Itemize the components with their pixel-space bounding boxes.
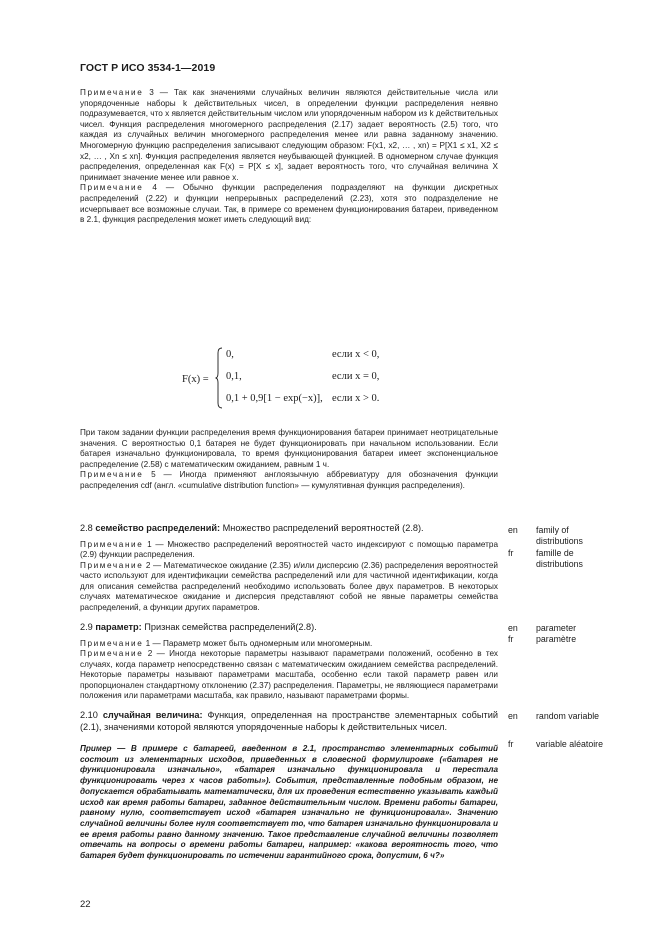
term-note	[80, 561, 498, 614]
term-name: параметр:	[95, 622, 142, 632]
note-5	[80, 470, 498, 491]
english-term: parameter	[536, 623, 577, 633]
note-label: Примечание	[80, 539, 144, 549]
term-note	[80, 540, 498, 561]
formula-lhs: F(x) =	[182, 374, 209, 385]
formula-case-cond: если x = 0,	[332, 371, 380, 382]
note-label: Примечание	[80, 470, 144, 480]
term-note	[80, 649, 498, 702]
lang-code-fr: fr	[508, 548, 514, 558]
note-4	[80, 183, 498, 225]
note-text: 4 — Обычно функции распределения подразделяют на функции дискретных распределений (2.22) и функции непрерывных распределений (2.23), хотя это подразделение не исчерпывает все возможные случаи. Так, в примере со временем функционирования батареи, приведенном в 2.1, функция распределения может иметь следующий вид:	[80, 183, 498, 225]
term-number: 2.10	[80, 710, 98, 720]
page-number: 22	[80, 899, 91, 910]
formula-case-expr: 0,	[226, 349, 234, 360]
note-label: Примечание	[80, 88, 144, 97]
term-name: семейство распределений:	[95, 523, 221, 533]
term-entry-2-8	[80, 523, 498, 614]
note-label: Примечание	[80, 638, 144, 648]
term-definition: Признак семейства распределений(2.8).	[141, 622, 317, 632]
note-label: Примечание	[80, 183, 144, 193]
french-term: paramètre	[536, 634, 577, 644]
term-entry-2-10	[80, 710, 498, 738]
english-term: random variable	[536, 711, 600, 721]
term-title	[80, 523, 498, 535]
note-label: Примечание	[80, 560, 144, 570]
standard-header: ГОСТ Р ИСО 3534-1—2019	[80, 62, 216, 74]
french-term: famille de distributions	[536, 548, 583, 570]
lang-code-en: en	[508, 711, 518, 721]
formula-case-expr: 0,1,	[226, 371, 242, 382]
note-label: Примечание	[80, 649, 144, 659]
formula-case-expr: 0,1 + 0,9[1 − exp(−x)],	[226, 393, 323, 404]
lang-code-fr: fr	[508, 634, 514, 644]
note-text: 2 — Математическое ожидание (2.35) и/или дисперсию (2.36) распределения вероятностей часто используют для идентификации семейства распределений или для частичной идентификации, когда для описания семейства распределений необходимо использовать более двух параметров. В некоторых случаях математическое ожидание и дисперсия представляют собой не явные параметры семейства распределений, а функции других параметров.	[80, 560, 498, 613]
after-formula-block	[80, 428, 498, 492]
term-note	[80, 639, 498, 650]
lang-code-fr: fr	[508, 739, 514, 749]
term-2-9-entry-real	[80, 622, 498, 702]
french-term: variable aléatoire	[536, 739, 603, 749]
note-text: 2 — Иногда некоторые параметры называют параметрами положений, особенно в тех случаях, когда параметр непосредственно связан с математическим ожиданием семейства распределений. Некоторые параметры называют параметрами масштаба, особенно если такой параметр равен или пропорционален стандартному отклонению (2.37) распределения. Параметры, не являющиеся параметрами положения или параметрами масштаба, как правило, называют параметрами формы.	[80, 649, 498, 701]
formula-case-cond: если x < 0,	[332, 349, 380, 360]
note-text: 5 — Иногда применяют англоязычную аббревиатуру для обозначения функции распределения cdf (англ. «cumulative distribution function» — кумулятивная функция распределения).	[80, 470, 498, 490]
distribution-function-formula	[182, 347, 402, 415]
note-text: 1 — Параметр может быть одномерным или многомерным.	[143, 638, 373, 648]
term-definition: Функция, определенная на пространстве элементарных событий (2.1), значениями которой являются упорядоченные наборы k действительных чисел.	[80, 710, 498, 732]
note-text: 3 — Так как значениями случайных величин являются действительные числа или упорядоченные наборы k действительных чисел, в определении функции распределения неявно подразумевается, что x является действительным числом или упорядоченным набором из k действительных чисел. Функция распределения многомерного распределения (2.17) задает вероятность (2.5) того, что каждая из случайных величин многомерного распределения менее или равна заданному значению. Многомерную функцию распределения записывают следующим образом: F(x1, x2, … , xn) = P[X1 ≤ x1, X2 ≤ x2, … , Xn ≤ xn]. Функция распределения является неубывающей функцией. В одномерном случае функция распределения, определенная как F(x) = P[X ≤ x], задает вероятность того, что случайная величина X принимает значение менее или равное x.	[80, 88, 498, 182]
example-paragraph: Пример — В примере с батареей, введенном в 2.1, пространство элементарных событий состоит из элементарных исходов, приведенных в словесной формулировке («батарея не функционировала изначально», «батарея изначально функционировала и перестала функционировать через x часов работы»). События, представленные подобным образом, не допускается обрабатывать математически, для их проведения естественно указывать каждый исход как время работы батареи, заданное действительным числом. Времени работы батареи, равному нулю, соответствует исход «батарея изначально не функционировала». Значению случайной величины более нуля соответствует то, что батарея изначально функционировала и ее время работы равно данному значению. Такое представление случайной величины позволяет отвечать на вопросы о времени работы батареи, например: «какова вероятность того, что батарея будет функционировать по истечении гарантийного срока, допустим, 6 ч?»	[80, 744, 498, 861]
formula-explanation: При таком задании функции распределения время функционирования батареи принимает неотрицательные значения. С вероятностью 0,1 батарея не будет функционировать при начальном использовании. Если батарея изначально функционировала, то время функционирования батареи имеет экспоненциальное распределение (2.58) с математическим ожиданием, равным 1 ч.	[80, 428, 498, 469]
note-text: 1 — Множество распределений вероятностей часто индексируют с помощью параметра (2.9) функции распределения.	[80, 539, 498, 560]
note-3	[80, 88, 498, 183]
english-term: family of distributions	[536, 525, 583, 547]
lang-code-en: en	[508, 525, 518, 535]
term-name: случайная величина:	[102, 710, 203, 720]
formula-case-cond: если x > 0.	[332, 393, 380, 404]
notes-block-top	[80, 88, 498, 226]
term-definition: Множество распределений вероятностей (2.8).	[220, 523, 424, 533]
term-title	[80, 622, 498, 634]
term-number: 2.9	[80, 622, 93, 632]
lang-code-en: en	[508, 623, 518, 633]
left-brace-icon	[215, 347, 223, 409]
term-number: 2.8	[80, 523, 93, 533]
term-title	[80, 710, 498, 733]
